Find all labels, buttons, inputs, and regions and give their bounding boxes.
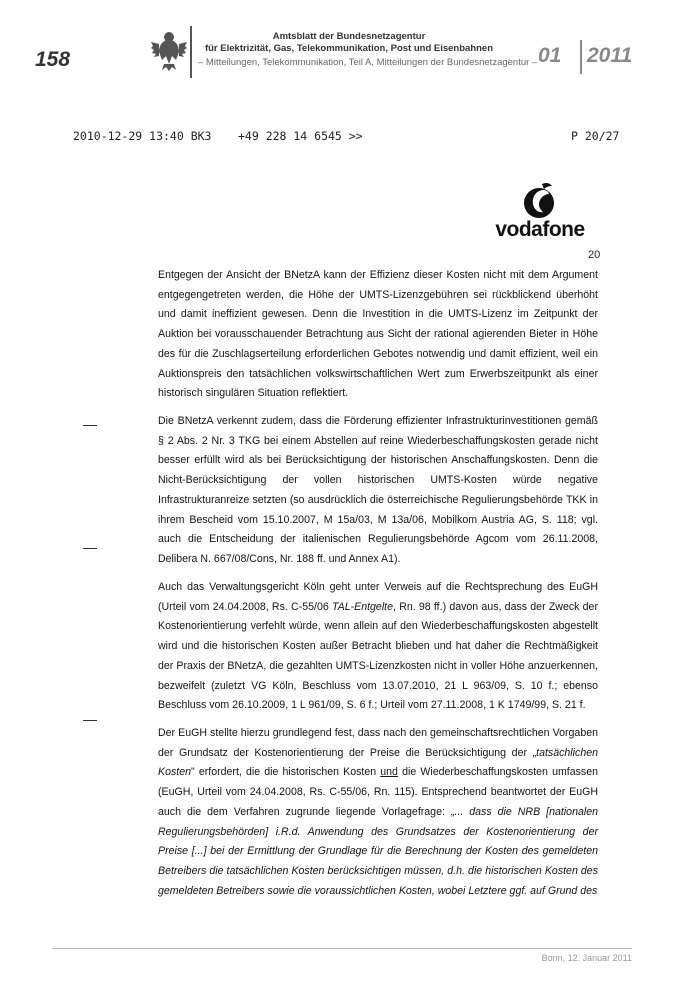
fax-datetime: 2010-12-29 13:40 BK3 (73, 129, 212, 143)
federal-eagle-icon (150, 28, 188, 72)
letter-page-number: 20 (588, 249, 601, 261)
paragraph-4-text-2: " erfordert, die die historischen Kosten (190, 766, 381, 779)
issue-number: 01 (538, 44, 562, 67)
paragraph-4-underline: und (380, 766, 398, 779)
issue-divider (580, 40, 582, 74)
gazette-page-number: 158 (35, 48, 71, 71)
gazette-title: Amtsblatt der Bundesnetzagentur (272, 31, 426, 42)
vodafone-speechmark-icon (522, 182, 556, 220)
fax-page: P 20/27 (571, 129, 620, 143)
paragraph-4-italic: tatsächlichen Kosten (158, 746, 598, 779)
paragraph-3 (158, 578, 598, 716)
paragraph-4-text: Der EuGH stellte hierzu grundlegend fest, dass nach den gemeinschaftsrechtlichen Vorgaben der Grundsatz der Kostenorientierung der Preise die Berücksichtigung der „ (158, 727, 598, 759)
footer-divider (52, 948, 632, 949)
vodafone-logo (494, 182, 586, 252)
header-divider (190, 26, 192, 78)
paragraph-4 (158, 724, 598, 901)
fax-phone: +49 228 14 6545 >> (238, 129, 363, 143)
gazette-subtitle: – Mitteilungen, Telekommunikation, Teil A, Mitteilungen der Bundesnetzagentur – (198, 57, 538, 68)
margin-mark (83, 548, 97, 549)
issue-year: 2011 (587, 44, 633, 67)
paragraph-3-text-2: , Rn. 98 ff.) davon aus, dass der Zweck der Kostenorientierung verfehlt würde, wenn allein auf den Wiederbeschaffungskosten abgestellt wird und die historischen Kosten außer Betracht blieben und hat daher die Rechtmäßigkeit der Praxis der BNetzA, die gezahlten UMTS-Lizenzkosten nicht in voller Höhe anzuerkennen, bezweifelt (zuletzt VG Köln, Beschluss vom 13.07.2010, 21 L 963/09, S. 10 f.; ebenso Beschluss vom 26.10.2009, 1 L 961/09, S. 6 f.; Urteil vom 27.11.2008, 1 K 1749/99, S. 21 f. (158, 600, 598, 712)
margin-mark (83, 425, 97, 426)
gazette-header (0, 0, 700, 80)
paragraph-1: Entgegen der Ansicht der BNetzA kann der Effizienz dieser Kosten nicht mit dem Argument entgegengetreten werden, die Höhe der UMTS-Lizenzgebühren sei rückblickend überhöht und damit ineffizient gewesen. Denn die Investition in die UMTS-Lizenz im Zeitpunkt der Auktion bei vorausschauender Betrachtung aus Sicht der rational agierenden Bieter in Höhe des für die Zuschlagserteilung erforderlichen Gebotes notwendig und damit effizient, weil ein Auktionspreis den tatsächlichen volkswirtschaftlichen Wert zum Erwerbszeitpunkt als einer historisch singulären Situation reflektiert. (158, 269, 598, 400)
paragraph-2: Die BNetzA verkennt zudem, dass die Förderung effizienter Infrastrukturinvestitionen gemäß § 2 Abs. 2 Nr. 3 TKG bei einem Abstellen auf reine Wiederbeschaffungskosten gerade nicht besser erfüllt wird als bei Berücksichtigung der historischen Anschaffungskosten. Denn die Nicht-Berücksichtigung der vollen historischen UMTS-Kosten würde negative Infrastrukturanreize setzten (so ausdrücklich die österreichische Regulierungsbehörde TKK in ihrem Bescheid vom 15.10.2007, M 15a/03, M 13a/06, Mobilkom Austria AG, S. 118; vgl. auch die Entscheidung der italienischen Regulierungsbehörde Agcom vom 26.11.2008, Delibera N. 667/08/Cons, Nr. 188 ff. und Annex A1). (158, 415, 598, 565)
footer-date: Bonn, 12. Januar 2011 (541, 953, 632, 963)
paragraph-3-text: Auch das Verwaltungsgericht Köln geht unter Verweis auf die Rechtsprechung des EuGH (Urteil vom 24.04.2008, Rs. C-55/06 (158, 581, 598, 613)
paragraph-4-text-3: die Wiederbeschaffungskosten umfassen (EuGH, Urteil vom 24.04.2008, Rs. C-55/06, Rn. 115). Entsprechend beantwortet der EuGH auch die dem Verfahren zugrunde liegende Vorlagefrage: „ (158, 766, 598, 818)
paragraph-4-quote: ... dass die NRB [nationalen Regulierungsbehörden] i.R.d. Anwendung des Grundsatzes der Kostenorientierung der Preise [...] bei der Ermittlung der Grundlage für die Berechnung der Kosten des gemeldeten Betreibers die tatsächlichen Kosten berücksichtigen müssen, d.h. die historischen Kosten des gemeldeten Betreibers sowie die voraussichtlichen Kosten, wobei Letztere ggf. auf Grund des (158, 805, 598, 897)
margin-mark (83, 720, 97, 721)
paragraph-3-italic: TAL-Entgelte (331, 600, 394, 613)
gazette-title-line2: für Elektrizität, Gas, Telekommunikation, Post und Eisenbahnen (204, 43, 494, 54)
vodafone-wordmark: vodafone (495, 218, 585, 241)
